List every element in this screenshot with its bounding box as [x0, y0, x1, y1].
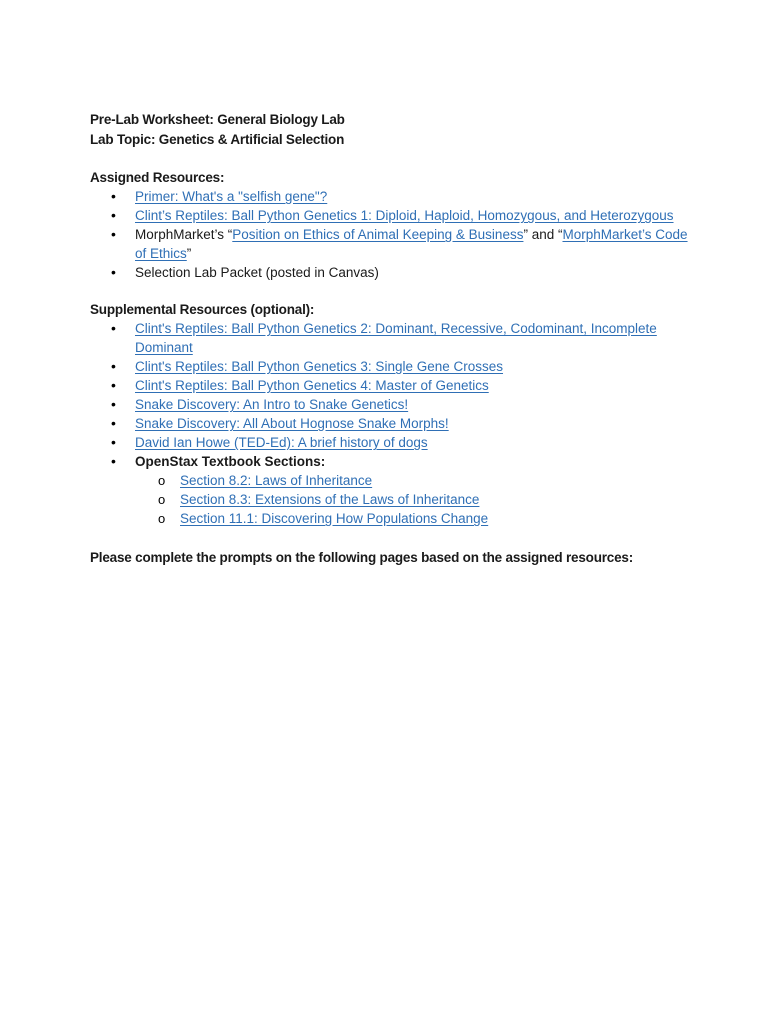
morphmarket-suffix: ”	[186, 246, 192, 261]
hognose-morphs-link[interactable]: Snake Discovery: All About Hognose Snake Morphs!	[135, 416, 449, 431]
list-item	[90, 206, 690, 225]
lab-topic: Lab Topic: Genetics & Artificial Selection	[90, 132, 345, 147]
supplemental-resources-list	[90, 319, 690, 528]
list-item	[90, 395, 690, 414]
document-page	[90, 110, 690, 567]
section-8-2-link[interactable]: Section 8.2: Laws of Inheritance	[180, 473, 373, 488]
list-item	[90, 187, 690, 206]
list-item	[135, 471, 690, 490]
worksheet-title: Pre-Lab Worksheet: General Biology Lab	[90, 112, 345, 127]
ball-python-genetics-2-link[interactable]: Clint's Reptiles: Ball Python Genetics 2: Dominant, Recessive, Codominant, Incomplete Dominant	[135, 321, 657, 355]
morphmarket-and: ” and “	[523, 227, 563, 242]
list-item	[90, 263, 690, 282]
code-of-ethics-link[interactable]: MorphMarket’s Code of Ethics	[135, 227, 688, 261]
morphmarket-prefix: MorphMarket’s “	[135, 227, 233, 242]
ethics-position-link[interactable]: Position on Ethics of Animal Keeping & Business	[232, 227, 524, 242]
list-item	[90, 319, 690, 357]
list-item	[90, 357, 690, 376]
openstax-label: OpenStax Textbook Sections:	[135, 454, 326, 469]
section-8-3-link[interactable]: Section 8.3: Extensions of the Laws of Inheritance	[180, 492, 480, 507]
snake-genetics-intro-link[interactable]: Snake Discovery: An Intro to Snake Genetics!	[135, 397, 409, 412]
list-item	[90, 452, 690, 528]
list-item	[135, 509, 690, 528]
openstax-sections-list	[135, 471, 690, 528]
lab-packet-text: Selection Lab Packet (posted in Canvas)	[135, 265, 379, 280]
ball-python-genetics-3-link[interactable]: Clint's Reptiles: Ball Python Genetics 3: Single Gene Crosses	[135, 359, 504, 374]
section-11-1-link[interactable]: Section 11.1: Discovering How Populations Change	[180, 511, 489, 526]
selfish-gene-link[interactable]: Primer: What's a "selfish gene"?	[135, 189, 328, 204]
assigned-resources-heading: Assigned Resources:	[90, 170, 225, 185]
list-item	[90, 376, 690, 395]
closing-instruction: Please complete the prompts on the following pages based on the assigned resources:	[90, 550, 634, 565]
ball-python-genetics-1-link[interactable]: Clint’s Reptiles: Ball Python Genetics 1: Diploid, Haploid, Homozygous, and Heterozygous	[135, 208, 674, 223]
list-item	[90, 433, 690, 452]
ball-python-genetics-4-link[interactable]: Clint's Reptiles: Ball Python Genetics 4: Master of Genetics	[135, 378, 489, 393]
supplemental-resources-heading: Supplemental Resources (optional):	[90, 302, 315, 317]
list-item	[90, 225, 690, 263]
list-item	[90, 414, 690, 433]
history-of-dogs-link[interactable]: David Ian Howe (TED-Ed): A brief history of dogs	[135, 435, 428, 450]
assigned-resources-list	[90, 187, 690, 282]
list-item	[135, 490, 690, 509]
